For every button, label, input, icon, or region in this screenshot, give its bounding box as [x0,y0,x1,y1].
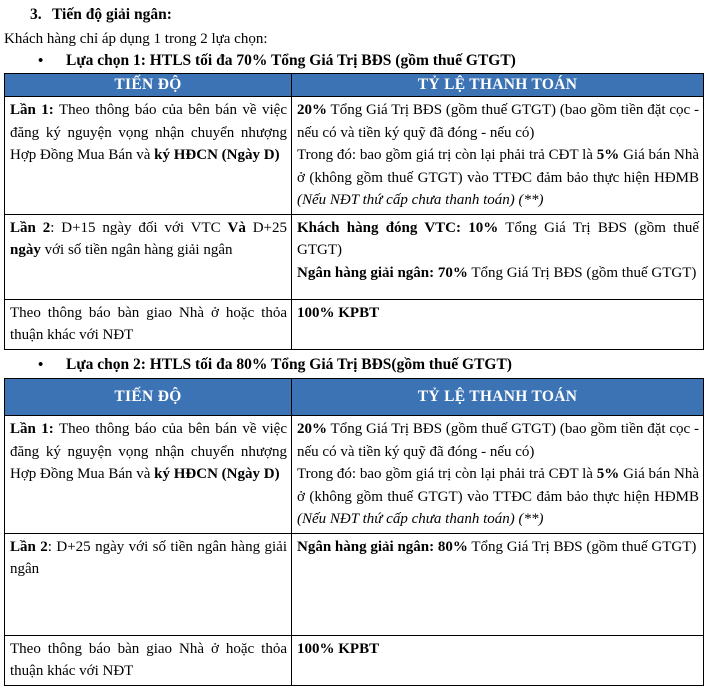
row2-progress: Lần 2: D+25 ngày với số tiền ngân hàng giải ngân [5,533,292,635]
section-intro: Khách hàng chỉ áp dụng 1 trong 2 lựa chọn: [4,31,268,47]
header-progress: TIẾN ĐỘ [5,379,292,416]
table-header-row [5,74,704,97]
option1-table [4,73,704,350]
table-row [5,214,704,299]
bullet-icon: • [38,53,44,69]
section-title: Tiến độ giải ngân: [52,6,172,23]
row1-progress: Lần 1: Theo thông báo của bên bán về việc đăng ký nguyện vọng nhận chuyển nhượng Hợp Đồng Mua Bán và ký HĐCN (Ngày D) [5,416,292,534]
row2-progress: Lần 2: D+15 ngày đối với VTC Và D+25 ngày với số tiền ngân hàng giải ngân [5,214,292,299]
table-row [5,533,704,635]
row1-rate: 20% Tổng Giá Trị BĐS (gồm thuế GTGT) (bao gồm tiền đặt cọc - nếu có và tiền ký quỹ đã đóng - nếu có) Trong đó: bao gồm giá trị còn lại phải trả CĐT là 5% Giá bán Nhà ở (không gồm thuế GTGT) vào TTĐC đảm bảo thực hiện HĐMB (Nếu NĐT thứ cấp chưa thanh toán) (**) [292,416,704,534]
table-row [5,416,704,534]
option1-title-text: Lựa chọn 1: HTLS tối đa 70% Tổng Giá Trị BĐS (gồm thuế GTGT) [66,52,516,69]
header-rate: TỶ LỆ THANH TOÁN [292,74,704,97]
row3-progress: Theo thông báo bàn giao Nhà ở hoặc thỏa thuận khác với NĐT [5,299,292,349]
table-header-row [5,379,704,416]
table-row [5,299,704,349]
row3-rate: 100% KPBT [292,299,704,349]
row1-progress: Lần 1: Theo thông báo của bên bán về việc đăng ký nguyện vọng nhận chuyển nhượng Hợp Đồng Mua Bán và ký HĐCN (Ngày D) [5,97,292,215]
row1-rate: 20% Tổng Giá Trị BĐS (gồm thuế GTGT) (bao gồm tiền đặt cọc - nếu có và tiền ký quỹ đã đóng - nếu có) Trong đó: bao gồm giá trị còn lại phải trả CĐT là 5% Giá bán Nhà ở (không gồm thuế GTGT) vào TTĐC đảm bảo thực hiện HĐMB (Nếu NĐT thứ cấp chưa thanh toán) (**) [292,97,704,215]
table-row [5,97,704,215]
row3-rate: 100% KPBT [292,635,704,685]
option2-table [4,378,704,686]
table-row [5,635,704,685]
row3-progress: Theo thông báo bàn giao Nhà ở hoặc thỏa thuận khác với NĐT [5,635,292,685]
row2-rate: Ngân hàng giải ngân: 80% Tổng Giá Trị BĐS (gồm thuế GTGT) [292,533,704,635]
option2-title-text: Lựa chọn 2: HTLS tối đa 80% Tổng Giá Trị BĐS(gồm thuế GTGT) [66,356,512,373]
section-heading [30,6,172,24]
header-rate: TỶ LỆ THANH TOÁN [292,379,704,416]
option1-title [38,52,516,70]
header-progress: TIẾN ĐỘ [5,74,292,97]
bullet-icon: • [38,357,44,373]
option2-title [38,356,512,374]
row2-rate: Khách hàng đóng VTC: 10% Tổng Giá Trị BĐS (gồm thuế GTGT) Ngân hàng giải ngân: 70% Tổng Giá Trị BĐS (gồm thuế GTGT) [292,214,704,299]
section-number: 3. [30,6,42,23]
